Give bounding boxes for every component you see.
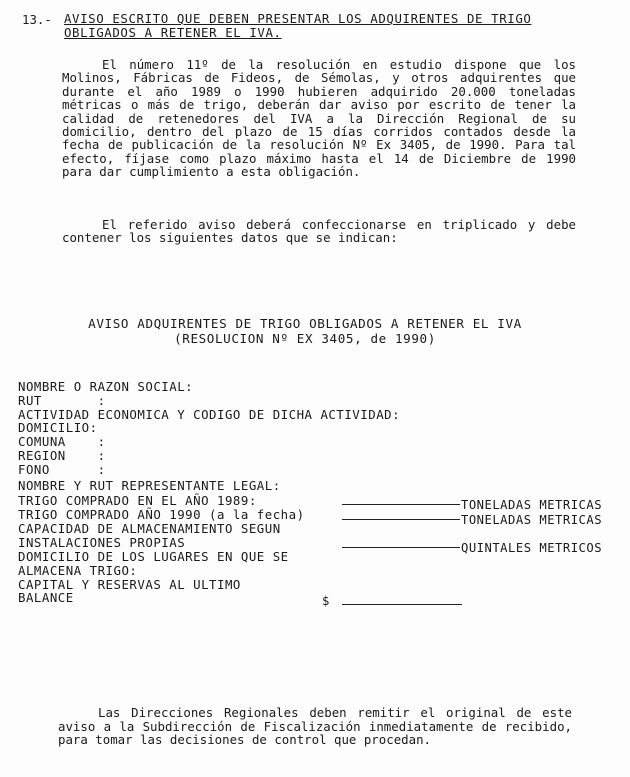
field-fono: FONO :	[18, 462, 106, 477]
section-number: 13.-	[22, 12, 52, 27]
unit-toneladas-1990: TONELADAS METRICAS	[461, 513, 603, 527]
field-capacidad-cont: INSTALACIONES PROPIAS	[18, 535, 186, 550]
form-subtitle: (RESOLUCION Nº EX 3405, de 1990)	[174, 331, 436, 346]
field-trigo-1990: TRIGO COMPRADO AÑO 1990 (a la fecha)	[18, 507, 305, 522]
blank-line-capacidad	[342, 547, 460, 548]
blank-line-trigo-1989	[342, 504, 460, 505]
field-representante: NOMBRE Y RUT REPRESENTANTE LEGAL:	[18, 478, 281, 493]
paragraph-intro: El número 11º de la resolución en estudio dispone que los Molinos, Fábricas de Fideos, de Sémolas, y otros adquirentes que durante el año 1989 o 1990 hubieren adquirido 20.000 toneladas métricas o más de trigo, deberán dar aviso por escrito de tener la calidad de retenedores del IVA a la Dirección Regional de su domicilio, dentro del plazo de 15 días corridos contados desde la fecha de publicación de la resolución Nº Ex 3405, de 1990. Para tal efecto, fíjase como plazo máximo hasta el 14 de Diciembre de 1990 para dar cumplimiento a esta obligación.	[62, 57, 576, 180]
section-title: AVISO ESCRITO QUE DEBEN PRESENTAR LOS ADQUIRENTES DE TRIGO OBLIGADOS A RETENER EL IVA.	[64, 11, 532, 40]
paragraph-referido: El referido aviso deberá confeccionarse en triplicado y debe contener los siguientes datos que se indican:	[62, 217, 576, 246]
paragraph-footer: Las Direcciones Regionales deben remitir el original de este aviso a la Subdirección de Fiscalización inmediatamente de recibido, para tomar las decisiones de control que procedan.	[58, 705, 572, 748]
field-nombre: NOMBRE O RAZON SOCIAL:	[18, 379, 194, 394]
field-lugares: DOMICILIO DE LOS LUGARES EN QUE SE	[18, 549, 289, 564]
field-region: REGION :	[18, 448, 106, 463]
field-capital-cont: BALANCE	[18, 590, 74, 605]
form-title: AVISO ADQUIRENTES DE TRIGO OBLIGADOS A RETENER EL IVA	[88, 316, 522, 331]
field-domicilio: DOMICILIO:	[18, 420, 98, 435]
field-capacidad: CAPACIDAD DE ALMACENAMIENTO SEGUN	[18, 521, 281, 536]
unit-quintales: QUINTALES METRICOS	[461, 541, 603, 555]
field-rut: RUT :	[18, 393, 106, 408]
field-capital: CAPITAL Y RESERVAS AL ULTIMO	[18, 577, 241, 592]
field-trigo-1989: TRIGO COMPRADO EN EL AÑO 1989:	[18, 493, 257, 508]
blank-line-trigo-1990	[342, 519, 460, 520]
blank-line-capital	[342, 604, 462, 605]
currency-symbol: $	[322, 594, 330, 608]
field-actividad: ACTIVIDAD ECONOMICA Y CODIGO DE DICHA ACTIVIDAD:	[18, 407, 401, 422]
field-lugares-cont: ALMACENA TRIGO:	[18, 563, 138, 578]
unit-toneladas-1989: TONELADAS METRICAS	[461, 498, 603, 512]
field-comuna: COMUNA :	[18, 434, 106, 449]
